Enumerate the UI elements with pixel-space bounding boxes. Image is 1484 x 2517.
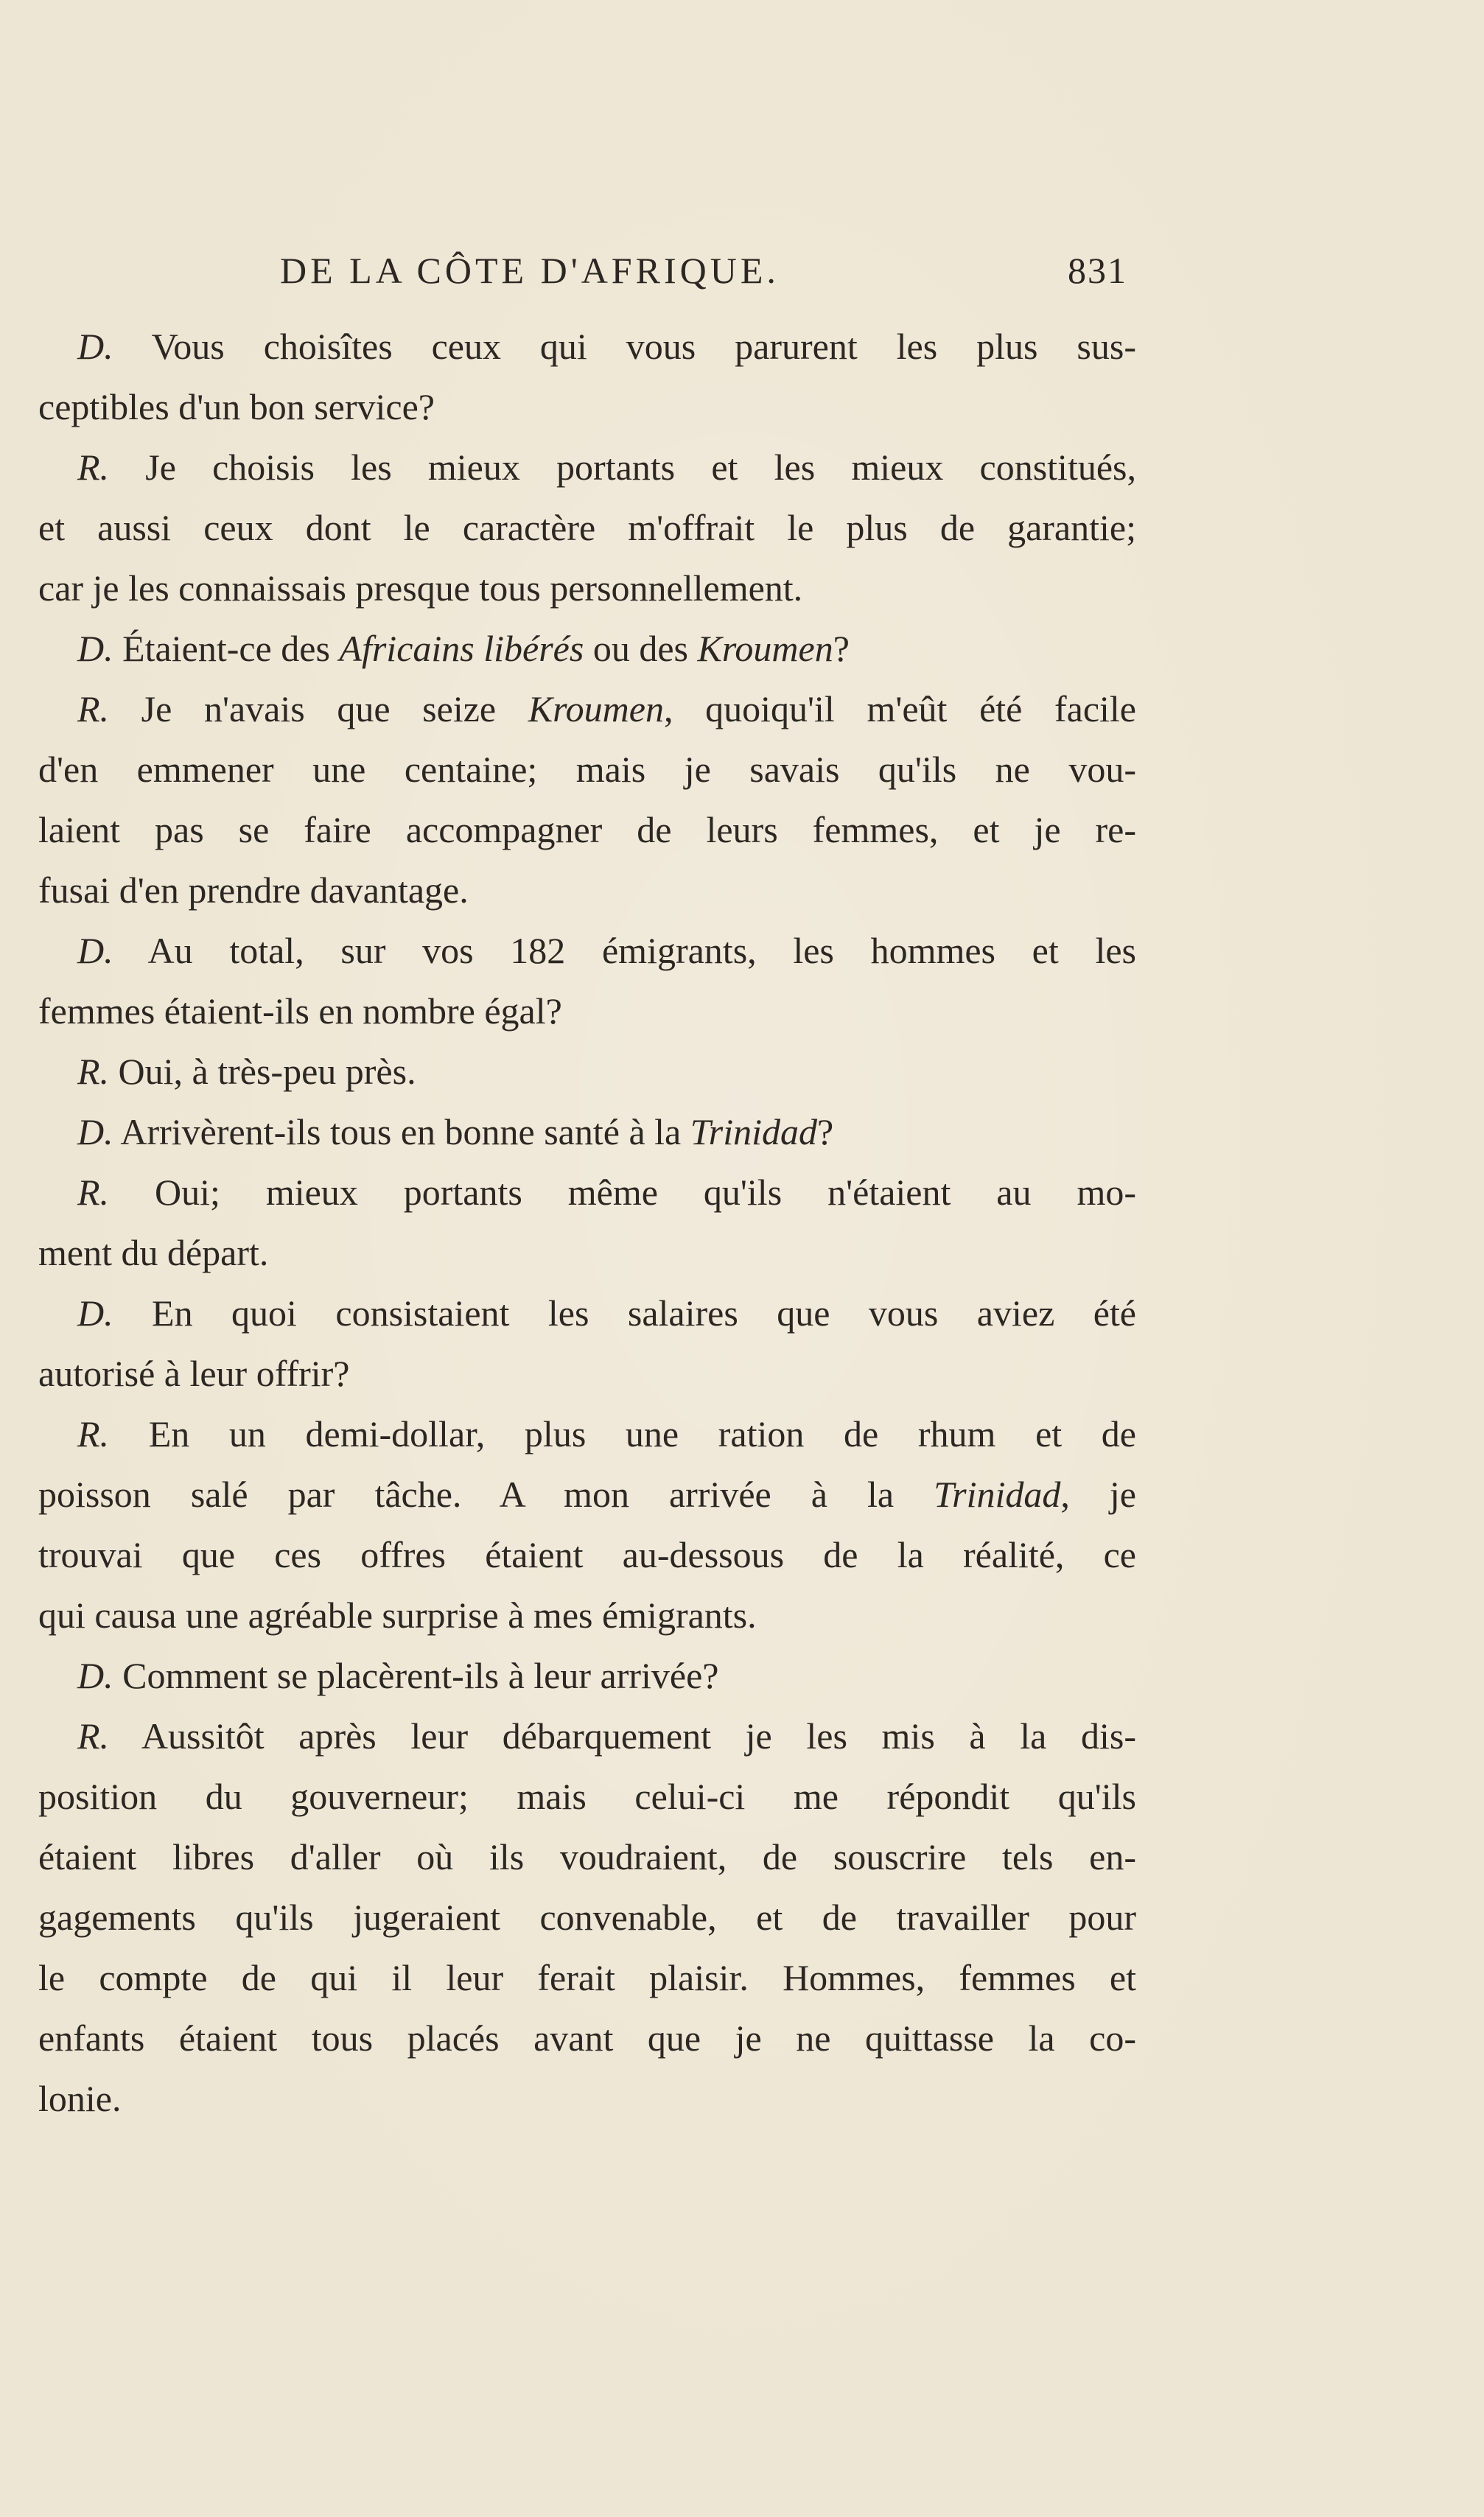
text-line: [38, 1767, 1136, 1826]
text-line: [77, 1042, 1136, 1101]
line-text: En un demi-dollar, plus une ration de rhum et de: [109, 1413, 1136, 1454]
speaker-marker: R.: [77, 1051, 110, 1092]
text-line: [77, 317, 1136, 376]
running-title: DE LA CÔTE D'AFRIQUE.: [280, 250, 780, 291]
text-line: [38, 740, 1136, 799]
text-line: [77, 619, 1136, 678]
speaker-marker: D.: [77, 1111, 113, 1152]
speaker-marker: D.: [77, 1655, 113, 1696]
line-text: gagements qu'ils jugeraient convenable, et de travailler pour: [38, 1897, 1136, 1938]
line-text: d'en emmener une centaine; mais je savais qu'ils ne vou-: [38, 749, 1136, 790]
line-text: position du gouverneur; mais celui-ci me répondit qu'ils: [38, 1776, 1136, 1817]
text-line: [38, 861, 1136, 920]
line-text: Étaient-ce des: [113, 628, 340, 669]
speaker-marker: D.: [77, 628, 113, 669]
text-line: [38, 1948, 1136, 2007]
line-text: lonie.: [38, 2078, 122, 2119]
speaker-marker: R.: [77, 1715, 110, 1757]
italic-term: Kroumen: [697, 628, 833, 669]
text-line: [38, 981, 1136, 1040]
italic-term: Trinidad: [690, 1111, 818, 1152]
speaker-marker: D.: [77, 326, 113, 367]
line-text: , quoiqu'il m'eût été facile: [664, 688, 1136, 729]
line-text: ou des: [584, 628, 698, 669]
text-line: [77, 1404, 1136, 1463]
text-line: [38, 1888, 1136, 1947]
speaker-marker: R.: [77, 1413, 110, 1454]
line-text: autorisé à leur offrir?: [38, 1353, 350, 1394]
text-line: [77, 1163, 1136, 1222]
italic-term: Africains libérés: [339, 628, 584, 669]
line-text: ceptibles d'un bon service?: [38, 386, 435, 427]
text-line: [77, 1284, 1136, 1342]
text-line: [38, 498, 1136, 557]
page-number: 831: [1068, 250, 1127, 291]
line-text: Je n'avais que seize: [109, 688, 528, 729]
italic-term: Kroumen: [528, 688, 664, 729]
text-line: [38, 800, 1136, 859]
speaker-marker: D.: [77, 930, 113, 971]
text-line: [38, 1223, 1136, 1282]
line-text: ?: [817, 1111, 834, 1152]
text-line: [38, 1465, 1136, 1524]
line-text: ?: [833, 628, 850, 669]
text-line: [38, 1344, 1136, 1403]
line-text: qui causa une agréable surprise à mes émigrants.: [38, 1594, 757, 1636]
line-text: car je les connaissais presque tous personnellement.: [38, 567, 803, 609]
line-text: En quoi consistaient les salaires que vous aviez été: [113, 1292, 1136, 1334]
line-text: Oui, à très-peu près.: [109, 1051, 416, 1092]
speaker-marker: R.: [77, 1172, 110, 1213]
line-text: Au total, sur vos 182 émigrants, les hommes et les: [113, 930, 1136, 971]
text-line: [38, 377, 1136, 436]
text-line: [38, 1525, 1136, 1584]
line-text: enfants étaient tous placés avant que je ne quittasse la co-: [38, 2017, 1136, 2059]
text-line: [38, 1586, 1136, 1645]
line-text: femmes étaient-ils en nombre égal?: [38, 990, 562, 1032]
speaker-marker: R.: [77, 688, 110, 729]
line-text: trouvai que ces offres étaient au-dessous de la réalité, ce: [38, 1534, 1136, 1575]
text-line: [77, 1102, 1136, 1161]
text-line: [38, 559, 1136, 617]
line-text: étaient libres d'aller où ils voudraient, de souscrire tels en-: [38, 1836, 1136, 1877]
text-line: [77, 1646, 1136, 1705]
line-text: Oui; mieux portants même qu'ils n'étaient au mo-: [109, 1172, 1136, 1213]
italic-term: Trinidad: [934, 1474, 1061, 1515]
line-text: Aussitôt après leur débarquement je les mis à la dis-: [109, 1715, 1136, 1757]
line-text: Vous choisîtes ceux qui vous parurent les plus sus-: [113, 326, 1136, 367]
speaker-marker: D.: [77, 1292, 113, 1334]
line-text: le compte de qui il leur ferait plaisir. Hommes, femmes et: [38, 1957, 1136, 1998]
text-line: [77, 679, 1136, 738]
line-text: laient pas se faire accompagner de leurs femmes, et je re-: [38, 809, 1136, 850]
line-text: Arrivèrent-ils tous en bonne santé à la: [113, 1111, 690, 1152]
text-line: [77, 1706, 1136, 1765]
line-text: , je: [1060, 1474, 1136, 1515]
speaker-marker: R.: [77, 447, 110, 488]
line-text: ment du départ.: [38, 1232, 269, 1273]
line-text: Comment se placèrent-ils à leur arrivée?: [113, 1655, 719, 1696]
text-line: [77, 438, 1136, 497]
text-line: [38, 1827, 1136, 1886]
text-line: [77, 921, 1136, 980]
line-text: Je choisis les mieux portants et les mieux constitués,: [109, 447, 1136, 488]
line-text: poisson salé par tâche. A mon arrivée à la: [38, 1474, 934, 1515]
text-line: [38, 2009, 1136, 2068]
line-text: et aussi ceux dont le caractère m'offrait le plus de garantie;: [38, 507, 1136, 548]
text-line: [38, 2069, 1136, 2128]
running-head: [280, 249, 1127, 308]
line-text: fusai d'en prendre davantage.: [38, 869, 469, 911]
